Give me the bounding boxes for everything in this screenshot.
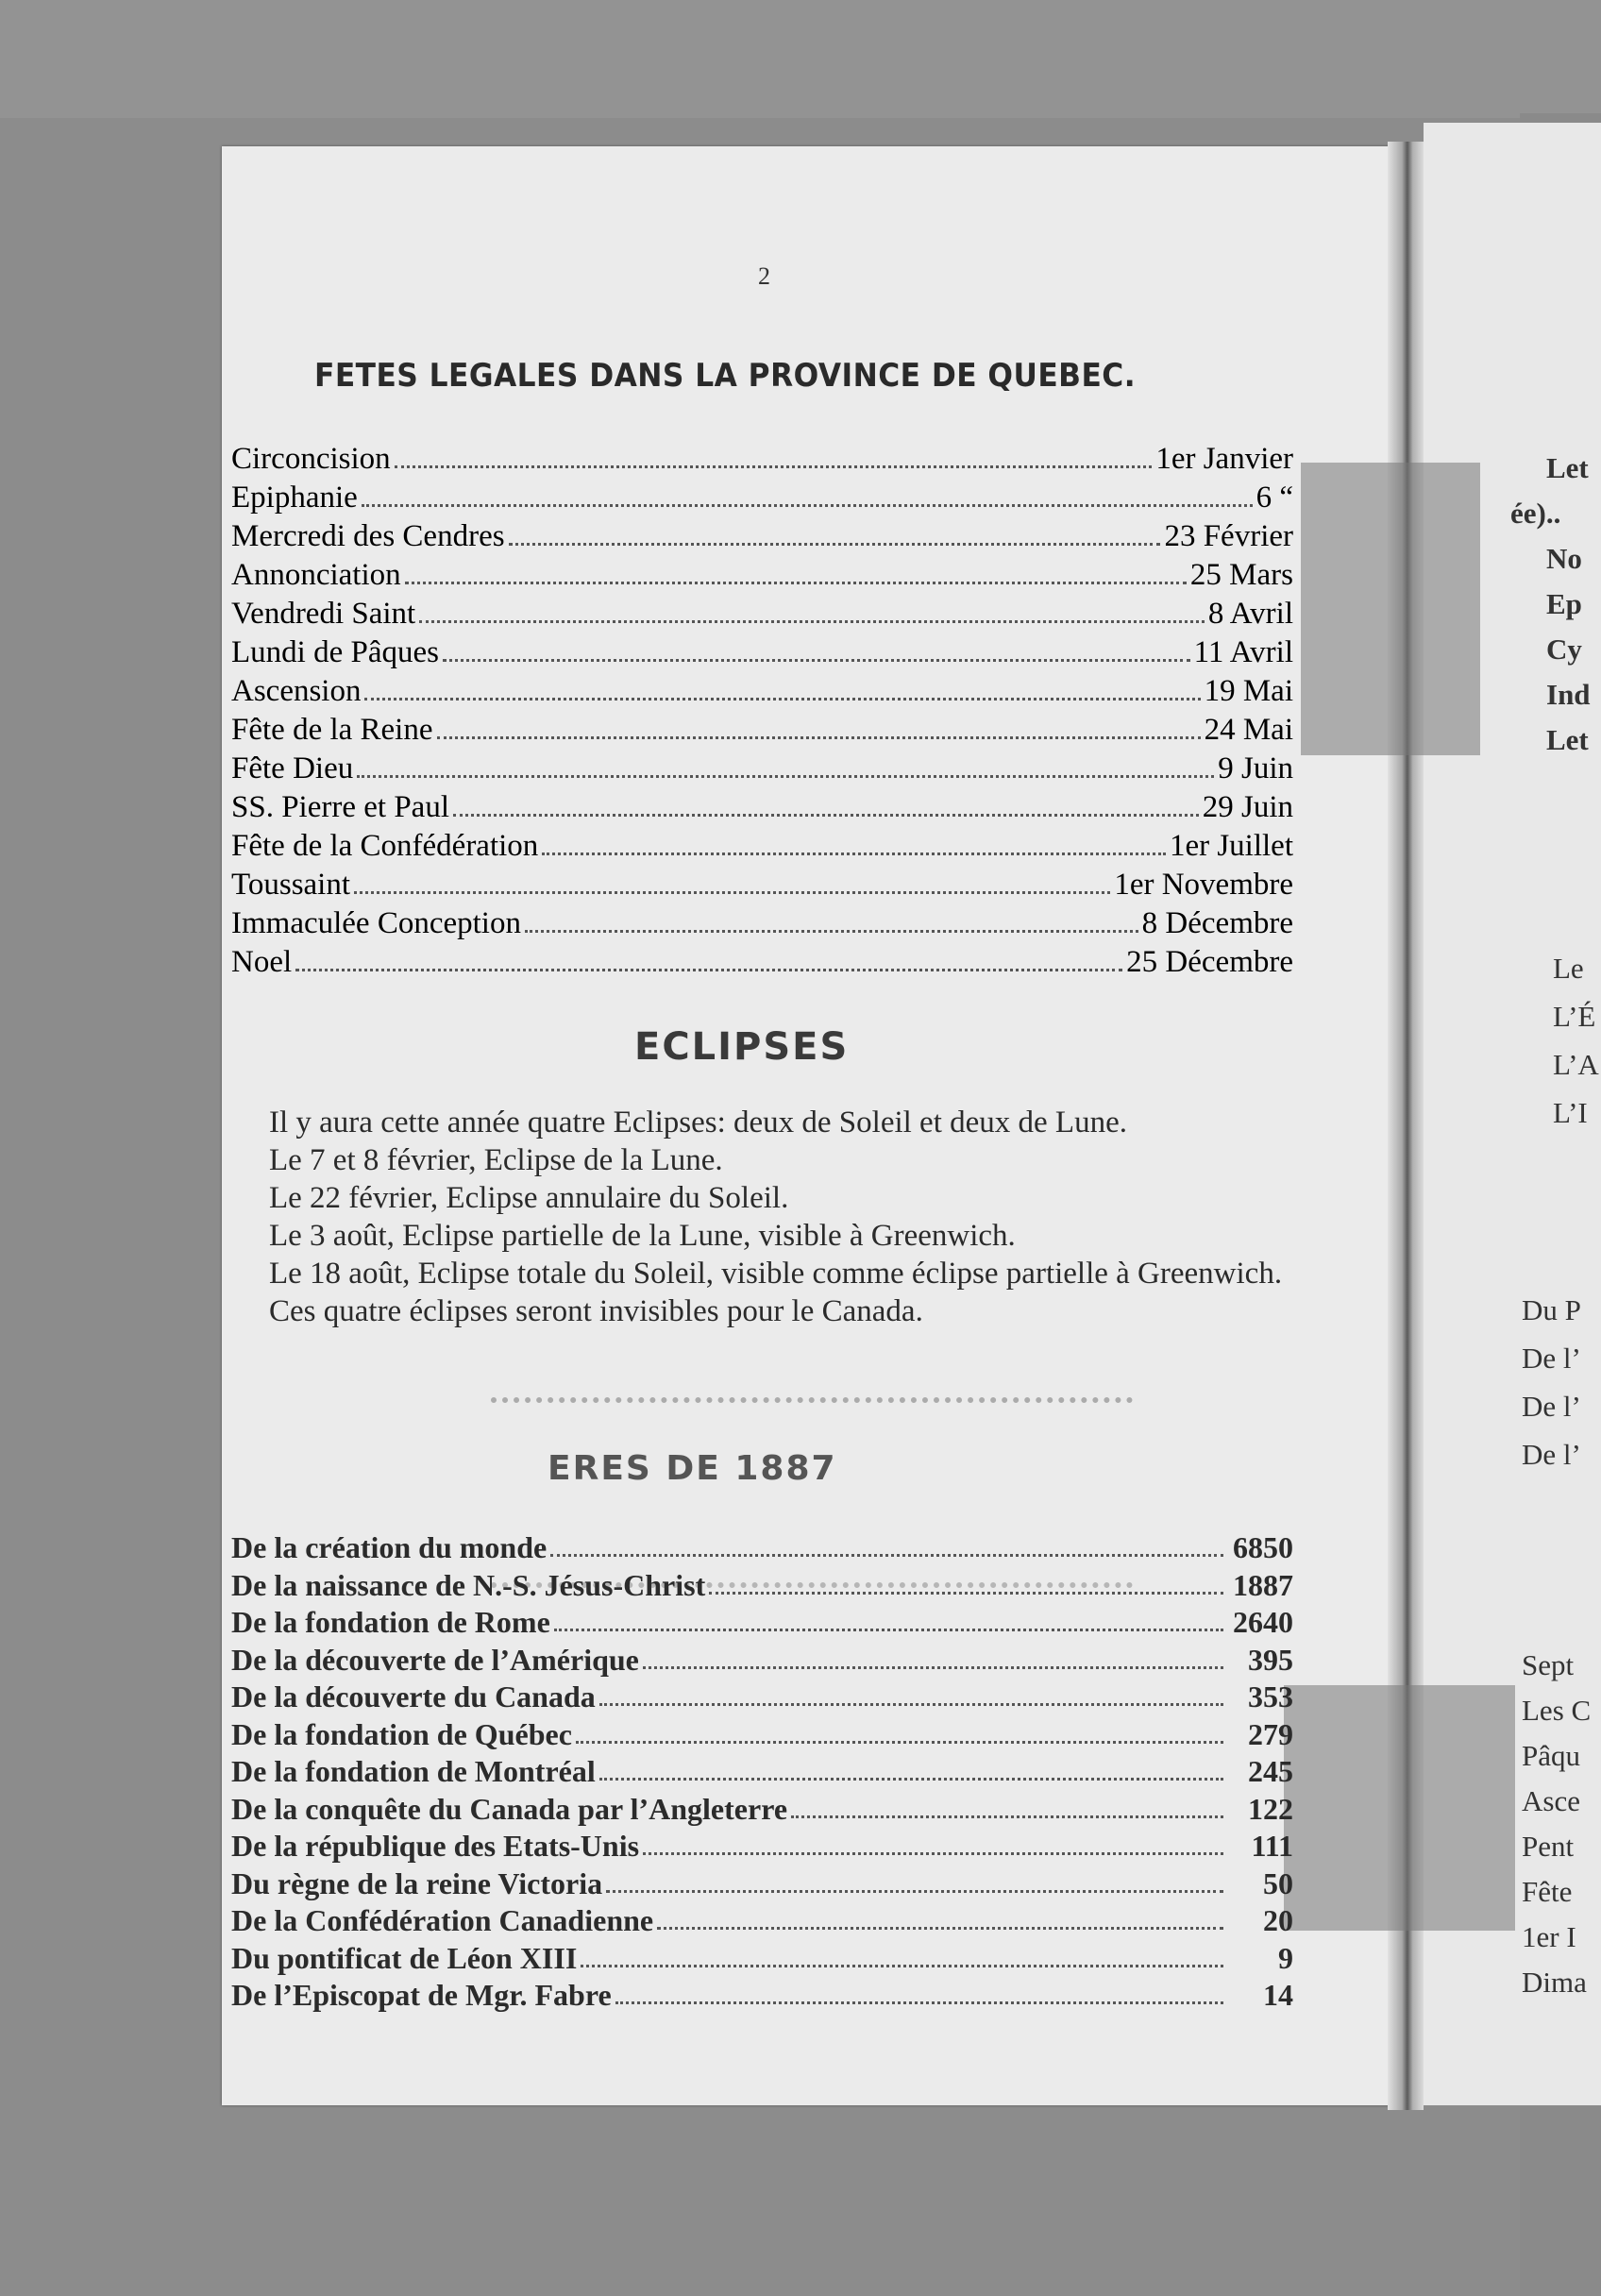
dot-leader (525, 930, 1138, 933)
right-page-fragment: Cy (1546, 633, 1582, 666)
dot-leader (576, 1741, 1223, 1744)
page-number: 2 (758, 262, 770, 290)
eres-list (231, 1529, 1293, 2015)
right-page-fragment: Pâqu (1522, 1739, 1580, 1772)
fete-row (231, 827, 1293, 866)
fete-row-label: Fête de la Confédération (231, 829, 539, 863)
ere-row-value: 111 (1251, 1829, 1293, 1863)
fete-row (231, 711, 1293, 750)
fete-row-value: 6 “ (1256, 481, 1293, 515)
ere-row (231, 1604, 1293, 1642)
ere-row (231, 1716, 1293, 1754)
dot-leader (295, 969, 1122, 971)
ere-row (231, 1567, 1293, 1605)
dot-leader (453, 814, 1199, 817)
dot-leader (615, 2001, 1223, 2004)
fete-row-value: 11 Avril (1193, 635, 1293, 669)
dot-leader (364, 698, 1200, 701)
fete-row-label: Epiphanie (231, 481, 358, 515)
eclipses-text (231, 1104, 1293, 1330)
right-page-fragment: Sept (1522, 1648, 1575, 1681)
eclipses-intro: Il y aura cette année quatre Eclipses: deux de Soleil et deux de Lune. (269, 1106, 1127, 1140)
dot-leader (509, 543, 1161, 546)
ere-row-label: De la création du monde (231, 1530, 548, 1564)
dot-leader (357, 775, 1214, 778)
fete-row-value: 1er Juillet (1169, 829, 1293, 863)
ere-row (231, 1753, 1293, 1791)
fete-row (231, 479, 1293, 517)
dot-leader (709, 1592, 1223, 1595)
right-page-fragment: L’I (1553, 1096, 1588, 1129)
dot-leader (599, 1703, 1223, 1706)
ere-row-value: 2640 (1233, 1605, 1293, 1639)
fete-row-label: SS. Pierre et Paul (231, 790, 449, 824)
ere-row (231, 1828, 1293, 1866)
ere-row-label: De la Confédération Canadienne (231, 1903, 654, 1937)
fete-row (231, 633, 1293, 672)
ere-row-label: De la découverte de l’Amérique (231, 1642, 639, 1677)
scanner-background-top (0, 0, 1601, 118)
ere-row-label: De la naissance de N.-S. Jésus-Christ (231, 1567, 706, 1602)
fete-row (231, 943, 1293, 982)
ere-row-value: 6850 (1233, 1530, 1293, 1564)
ere-row (231, 1977, 1293, 2015)
fetes-list (231, 440, 1293, 982)
fete-row (231, 595, 1293, 633)
fete-row (231, 904, 1293, 943)
right-page-fragment: De l’ (1522, 1390, 1581, 1423)
dot-leader (554, 1629, 1223, 1631)
right-page-fragment: 1er I (1522, 1920, 1576, 1953)
dot-leader (405, 582, 1187, 584)
dot-leader (791, 1815, 1223, 1818)
ere-row-label: De la république des Etats-Unis (231, 1829, 640, 1863)
ere-row-label: De la conquête du Canada par l’Angleterre (231, 1791, 788, 1826)
fete-row (231, 517, 1293, 556)
ere-row-value: 9 (1278, 1940, 1293, 1975)
ere-row (231, 1679, 1293, 1716)
ere-row-value: 353 (1248, 1680, 1293, 1714)
tape-patch-bottom (1284, 1685, 1515, 1931)
fete-row (231, 672, 1293, 711)
fete-row-label: Toussaint (231, 868, 351, 902)
ere-row-label: Du règne de la reine Victoria (231, 1866, 603, 1900)
right-page-fragment: Dima (1522, 1966, 1587, 1999)
fete-row-value: 1er Novembre (1114, 868, 1293, 902)
ere-row (231, 1866, 1293, 1903)
ere-row-value: 122 (1248, 1791, 1293, 1826)
dot-leader (643, 1852, 1223, 1855)
ere-row-label: De la fondation de Montréal (231, 1754, 596, 1788)
ere-row (231, 1642, 1293, 1680)
right-page-fragment: Les C (1522, 1694, 1592, 1727)
ere-row-value: 20 (1263, 1903, 1293, 1937)
fete-row-label: Lundi de Pâques (231, 635, 439, 669)
right-page-fragment: Asce (1522, 1784, 1580, 1817)
fete-row-label: Annonciation (231, 558, 401, 592)
fete-row-label: Noel (231, 945, 293, 979)
ere-row-label: De la découverte du Canada (231, 1680, 596, 1714)
fete-row-value: 8 Décembre (1141, 906, 1293, 940)
ere-row (231, 1791, 1293, 1829)
dot-leader (599, 1778, 1223, 1781)
fete-row-value: 25 Décembre (1126, 945, 1293, 979)
dot-leader (354, 891, 1110, 894)
fete-row-value: 24 Mai (1204, 713, 1293, 747)
right-page-fragment: Let (1546, 723, 1589, 756)
dot-leader (657, 1927, 1223, 1930)
right-page-fragment: Pent (1522, 1830, 1575, 1863)
fete-row-label: Circoncision (231, 442, 391, 476)
dot-leader (419, 620, 1205, 623)
ere-row (231, 1529, 1293, 1567)
eclipse-line-1: Le 7 et 8 février, Eclipse de la Lune. (269, 1143, 723, 1177)
dot-leader (362, 504, 1253, 507)
fete-row (231, 440, 1293, 479)
dot-leader (581, 1965, 1223, 1967)
ere-row-label: Du pontificat de Léon XIII (231, 1940, 578, 1975)
fete-row-value: 1er Janvier (1155, 442, 1293, 476)
ere-row (231, 1902, 1293, 1940)
fete-row (231, 866, 1293, 904)
right-page-fragment: ée).. (1510, 497, 1561, 530)
ere-row-value: 245 (1248, 1754, 1293, 1788)
right-page-fragment: Le (1553, 952, 1584, 985)
fete-row-label: Vendredi Saint (231, 597, 416, 631)
right-page-fragment: De l’ (1522, 1438, 1581, 1471)
fete-row-value: 9 Juin (1218, 751, 1293, 785)
eclipse-line-4: Le 18 août, Eclipse totale du Soleil, visible comme éclipse partielle à Greenwich. (269, 1257, 1283, 1291)
dot-leader (437, 736, 1201, 739)
ere-row-label: De l’Episcopat de Mgr. Fabre (231, 1978, 612, 2012)
fete-row-value: 29 Juin (1202, 790, 1293, 824)
eres-heading: ERES DE 1887 (548, 1449, 837, 1488)
fete-row-label: Immaculée Conception (231, 906, 521, 940)
fete-row-label: Mercredi des Cendres (231, 519, 505, 553)
fete-row-label: Ascension (231, 674, 362, 708)
eclipse-line-2: Le 22 février, Eclipse annulaire du Soleil. (269, 1181, 789, 1215)
fete-row-value: 19 Mai (1204, 674, 1293, 708)
right-page-fragment: Fête (1522, 1875, 1573, 1908)
eclipse-line-3: Le 3 août, Eclipse partielle de la Lune, visible à Greenwich. (269, 1219, 1016, 1253)
fete-row (231, 788, 1293, 827)
ere-row (231, 1940, 1293, 1978)
ere-row-value: 395 (1248, 1642, 1293, 1677)
ere-row-value: 1887 (1233, 1567, 1293, 1602)
dot-leader (542, 853, 1166, 855)
fete-row (231, 556, 1293, 595)
fete-row (231, 750, 1293, 788)
fete-row-value: 8 Avril (1207, 597, 1293, 631)
right-page-fragment: Ind (1546, 678, 1591, 711)
fete-row-value: 23 Février (1164, 519, 1293, 553)
ere-row-label: De la fondation de Rome (231, 1605, 550, 1639)
eclipse-line-5: Ces quatre éclipses seront invisibles pour le Canada. (269, 1294, 923, 1328)
fete-row-label: Fête de la Reine (231, 713, 433, 747)
ere-row-label: De la fondation de Québec (231, 1716, 572, 1751)
dot-leader (395, 465, 1153, 468)
dot-leader (643, 1666, 1223, 1669)
tape-patch-top (1301, 463, 1480, 755)
ere-row-value: 279 (1248, 1716, 1293, 1751)
right-page-fragment: L’A (1553, 1048, 1599, 1081)
right-page-fragment: L’É (1553, 1000, 1596, 1033)
dot-leader (550, 1554, 1223, 1557)
eclipses-heading: ECLIPSES (634, 1025, 850, 1069)
fete-row-label: Fête Dieu (231, 751, 354, 785)
right-page-fragment: No (1546, 542, 1582, 575)
right-page-fragment: Ep (1546, 587, 1582, 620)
dot-leader (606, 1890, 1223, 1893)
ere-row-value: 50 (1263, 1866, 1293, 1900)
fetes-heading: FETES LEGALES DANS LA PROVINCE DE QUEBEC. (314, 357, 1137, 395)
right-page-fragment: Let (1546, 451, 1589, 484)
fete-row-value: 25 Mars (1189, 558, 1293, 592)
right-page-fragment: Du P (1522, 1293, 1581, 1326)
dot-leader (443, 659, 1190, 662)
ere-row-value: 14 (1263, 1978, 1293, 2012)
right-page-fragment: De l’ (1522, 1342, 1581, 1375)
